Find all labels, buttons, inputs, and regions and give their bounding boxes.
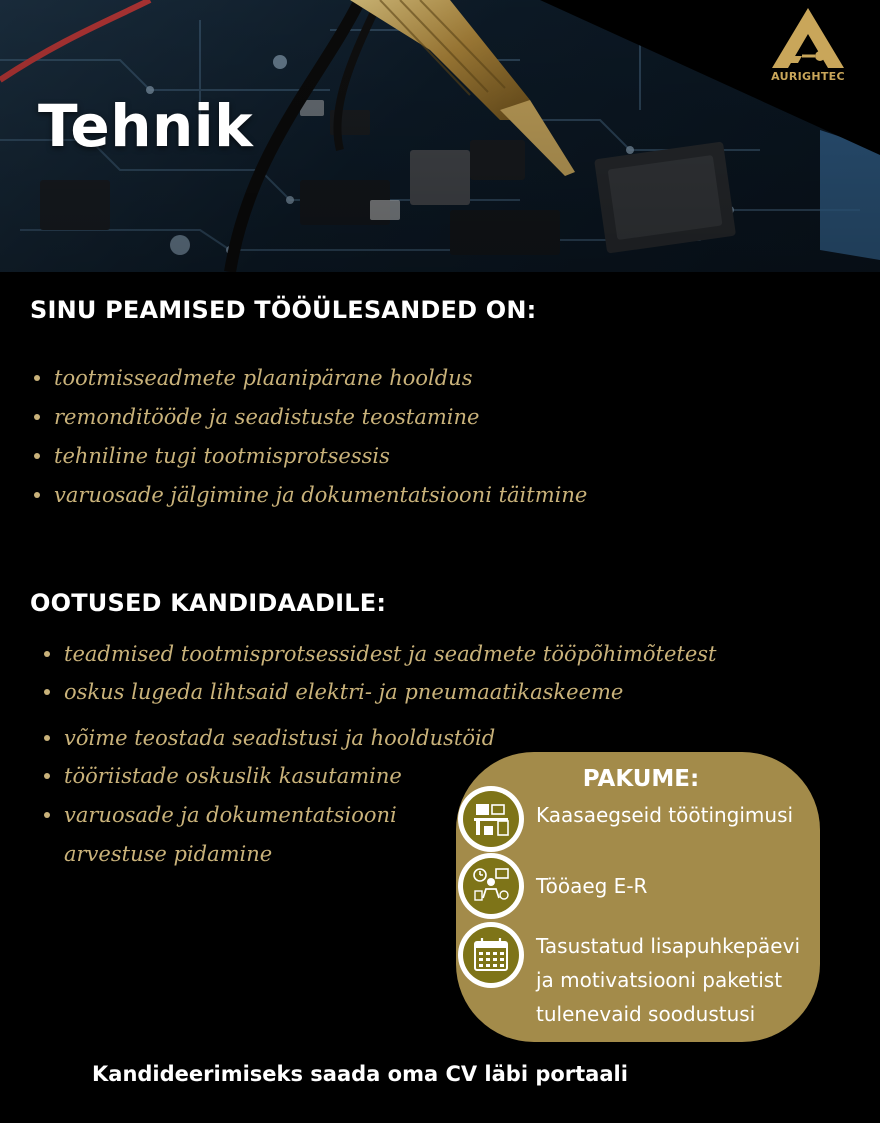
hero-banner: [0, 0, 880, 272]
list-item: tehniline tugi tootmisprotsessis: [34, 444, 390, 468]
bullet-icon: [34, 492, 40, 498]
list-item-continuation: arvestuse pidamine: [64, 842, 273, 866]
bullet-icon: [34, 375, 40, 381]
page-title: Tehnik: [38, 92, 254, 160]
list-item: oskus lugeda lihtsaid elektri- ja pneumaatikaskeeme: [44, 680, 623, 704]
bullet-icon: [34, 453, 40, 459]
offer-heading: PAKUME:: [582, 766, 700, 792]
offer-item-text: Tööaeg E-R: [536, 874, 648, 898]
workspace-icon: [458, 786, 524, 852]
offer-item-text: Tasustatud lisapuhkepäevi ja motivatsiooni paketist tulenevaid soodustusi: [536, 934, 801, 1026]
list-item: tootmisseadmete plaanipärane hooldus: [34, 366, 472, 390]
list-item: remonditööde ja seadistuste teostamine: [34, 405, 479, 429]
list-item: varuosade ja dokumentatsiooni: [44, 803, 397, 827]
bullet-icon: [44, 773, 50, 779]
list-item: võime teostada seadistusi ja hooldustöid: [44, 726, 495, 750]
list-item: teadmised tootmisprotsessidest ja seadmete tööpõhimõtetest: [44, 642, 716, 666]
bullet-icon: [44, 651, 50, 657]
logo-wordmark: AURIGHTEC: [771, 70, 845, 83]
list-item: varuosade jälgimine ja dokumentatsiooni täitmine: [34, 483, 587, 507]
offer-item-text: Kaasaegseid töötingimusi: [536, 803, 794, 827]
expectations-heading: OOTUSED KANDIDAADILE:: [30, 589, 387, 617]
duties-heading: SINU PEAMISED TÖÖÜLESANDED ON:: [30, 296, 537, 324]
list-item: tööriistade oskuslik kasutamine: [44, 764, 402, 788]
bullet-icon: [34, 414, 40, 420]
calendar-icon: [458, 922, 524, 988]
offer-panel: [456, 752, 820, 1042]
bullet-icon: [44, 689, 50, 695]
schedule-icon: [458, 853, 524, 919]
bullet-icon: [44, 735, 50, 741]
bullet-icon: [44, 812, 50, 818]
apply-instruction: Kandideerimiseks saada oma CV läbi portaali: [92, 1062, 628, 1086]
